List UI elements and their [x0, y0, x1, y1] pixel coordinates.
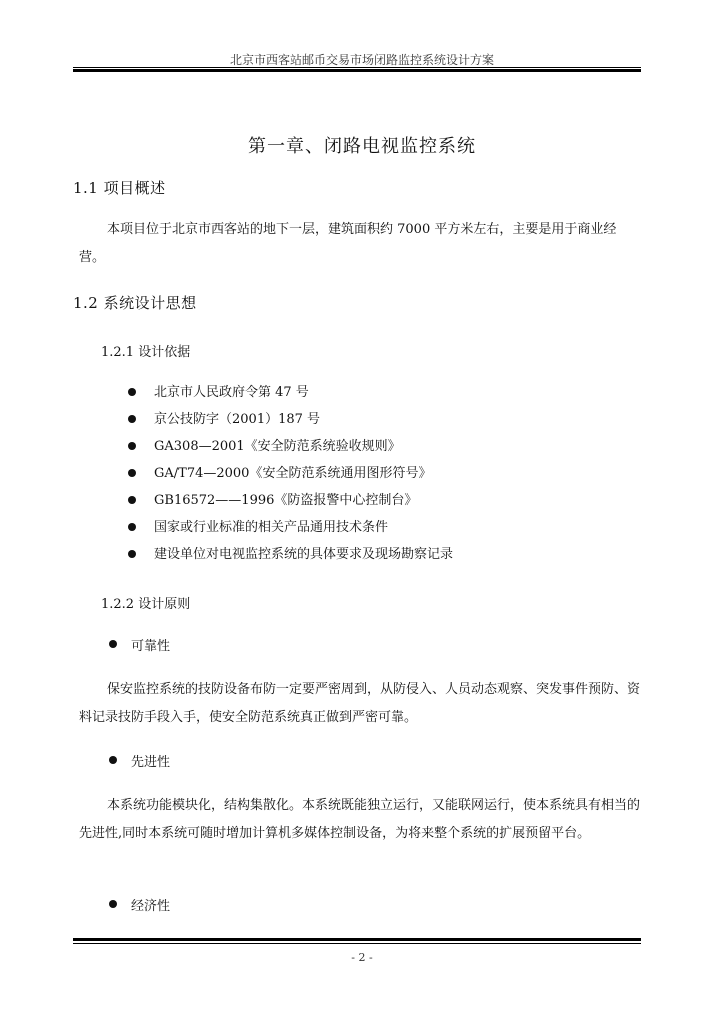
bullet-icon — [128, 388, 136, 396]
bullet-icon — [109, 640, 117, 648]
bullet-icon — [128, 415, 136, 423]
list-item-text: 建设单位对电视监控系统的具体要求及现场勘察记录 — [154, 547, 454, 562]
subsection-heading-1-2-1: 1.2.1 设计依据 — [101, 345, 191, 360]
footer-rule-thin — [73, 943, 641, 944]
principle-advancement-text: 本系统功能模块化，结构集散化。本系统既能独立运行，又能联网运行，使本系统具有相当的先进性,同时本系统可随时增加计算机多媒体控制设备，为将来整个系统的扩展预留平台。 — [79, 798, 641, 841]
bullet-icon — [128, 496, 136, 504]
list-item-text: GB16572——1996《防盗报警中心控制台》 — [154, 493, 418, 508]
bullet-icon — [128, 469, 136, 477]
list-item-text: GA/T74—2000《安全防范系统通用图形符号》 — [154, 466, 432, 481]
list-item-text: 北京市人民政府令第 47 号 — [154, 385, 309, 400]
header-rule-thick — [73, 69, 641, 72]
list-item-text: 京公技防字（2001）187 号 — [154, 412, 321, 427]
page-number: - 2 - — [351, 951, 373, 964]
footer-rule-thick — [73, 938, 641, 941]
section-1-1-paragraph: 本项目位于北京市西客站的地下一层，建筑面积约 7000 平方米左右，主要是用于商业经营。 — [79, 222, 617, 265]
chapter-title: 第一章、闭路电视监控系统 — [248, 136, 476, 157]
principle-reliability-text: 保安监控系统的技防设备布防一定要严密周到，从防侵入、人员动态观察、突发事件预防、资料记录技防手段入手，使安全防范系统真正做到严密可靠。 — [79, 682, 641, 725]
subsection-heading-1-2-2: 1.2.2 设计原则 — [101, 597, 191, 612]
section-heading-1-2: 1.2 系统设计思想 — [73, 294, 197, 312]
principle-name: 可靠性 — [131, 639, 171, 654]
list-item-text: 国家或行业标准的相关产品通用技术条件 — [154, 520, 389, 535]
header-rule-thin — [73, 67, 641, 68]
bullet-icon — [128, 550, 136, 558]
bullet-icon — [109, 756, 117, 764]
document-header-title: 北京市西客站邮币交易市场闭路监控系统设计方案 — [229, 53, 494, 67]
principle-name: 先进性 — [131, 755, 171, 770]
bullet-icon — [128, 523, 136, 531]
list-item-text: GA308—2001《安全防范系统验收规则》 — [154, 439, 401, 454]
bullet-icon — [128, 442, 136, 450]
principle-name: 经济性 — [131, 899, 171, 914]
section-heading-1-1: 1.1 项目概述 — [73, 179, 166, 197]
bullet-icon — [109, 900, 117, 908]
